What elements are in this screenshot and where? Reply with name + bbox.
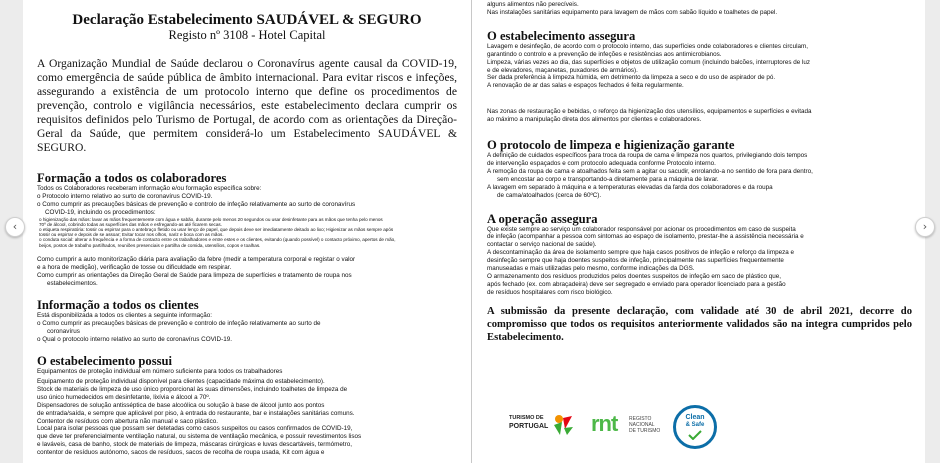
text-line: de infeção (acompanhar a pessoa com sintomas ao espaço de isolamento, prestar-lhe a assistência necessária e — [487, 233, 804, 241]
text-line: o higienização das mãos: lavar as mãos frequentemente com água e sabão, durante pelo menos 20 segundos ou usar desinfetante para as mãos que tenha pelo menos — [39, 216, 383, 222]
text-line: A remoção da roupa de cama e atoalhados feita sem a agitar ou sacudir, enrolando-a no sentido de fora para dentro, — [487, 167, 813, 175]
text-line: Equipamentos de proteção individual em número suficiente para todos os trabalhadores — [37, 368, 283, 376]
text-line: o Como cumprir as precauções básicas de prevenção e controlo de infeção relativamente ao surto de — [37, 320, 321, 328]
text-line: o etiqueta respiratória: tossir ou espirrar para o antebraço fletido ou usar lenço de papel, que depois deve ser imediatamente deitado ao lixo; Higienizar as mãos sempre após — [39, 227, 394, 233]
chevron-right-icon: › — [922, 220, 928, 233]
operacao-section — [487, 212, 912, 297]
logo-text: DE TURISMO — [629, 428, 661, 434]
text-line: A renovação de ar das salas e espaços fechados é feita regularmente. — [487, 82, 684, 90]
text-line: e de elevadores, maçanetas, puxadores de armários). — [487, 66, 638, 74]
logo-text: Clean — [685, 414, 705, 421]
text-line: Local para isolar pessoas que possam ser detetadas como casos suspeitos ou casos confirmados de COVID-19, — [37, 425, 353, 433]
text-line: Ser dada preferência à limpeza húmida, em detrimento da limpeza a seco e do uso de aspirador de pó. — [487, 74, 776, 82]
seal-check-icon — [688, 430, 702, 440]
text-line: 70º de álcool, cobrindo todas as superfícies das mãos e esfregando-as até ficarem secas. — [39, 221, 222, 227]
logo-text: PORTUGAL — [509, 423, 549, 430]
text-line: Nas instalações sanitárias equipamento para lavagem de mãos com sabão líquido e toalhetes de papel. — [487, 8, 778, 16]
procedures-small-text — [37, 217, 457, 248]
possui-section — [37, 354, 457, 457]
turismo-portugal-logo — [509, 413, 579, 447]
logo-text: & Safe — [685, 422, 705, 428]
text-line: o Como cumprir as precauções básicas de prevenção e controlo de infeção relativamente ao surto de coronavírus — [37, 200, 356, 208]
text-line: Contentor de resíduos com abertura não manual e saco plástico. — [37, 417, 218, 425]
text-line: de resíduos hospitalares com risco biológico. — [487, 288, 613, 296]
clientes-section — [37, 298, 457, 344]
text-line: coronavírus — [47, 328, 80, 336]
assegura-text — [487, 43, 912, 90]
assegura-heading: O estabelecimento assegura — [487, 28, 636, 43]
text-line: estabelecimentos. — [47, 279, 98, 287]
document-frame — [23, 0, 928, 463]
turismo-portugal-mark — [551, 413, 575, 437]
clientes-heading: Informação a todos os clientes — [37, 298, 199, 313]
text-line: manuseadas e mais utilizadas pelo mesmo, conforme indicações da DGS. — [487, 265, 695, 273]
text-line: que deve ter preferencialmente ventilação natural, ou sistema de ventilação mecânica, e possuir revestimentos lisos — [37, 433, 362, 441]
text-line: sem encostar ao corpo e transportando-a diretamente para a máquina de lavar. — [497, 175, 719, 183]
text-line: de cama/atoalhados (cerca de 60ºC). — [497, 191, 602, 199]
formacao-text — [37, 185, 457, 217]
text-line: o conduta social: alterar a frequência e a forma de contacto entre os trabalhadores e entre estes e os clientes, evitando (quando possível) o contacto próximo, apertos de mão, — [39, 237, 396, 243]
logo-text: NACIONAL — [629, 422, 655, 428]
operacao-text — [487, 226, 912, 297]
next-page-button[interactable] — [915, 217, 935, 237]
text-line: ao máximo a manipulação direta dos alimentos por clientes e colaboradores. — [487, 116, 702, 124]
rnt-logo — [591, 413, 671, 447]
text-line: Que existe sempre ao serviço um colaborador responsável por acionar os procedimentos em caso de suspeita — [487, 225, 796, 233]
logos-row — [509, 405, 925, 451]
text-line: COVID-19, incluindo os procedimentos: — [45, 208, 156, 216]
text-line: A descontaminação da área de isolamento sempre que haja casos positivos de infeção e reforço da limpeza e — [487, 249, 794, 257]
text-line: O armazenamento dos resíduos produzidos pelos doentes suspeitos de infeção em saco de plástico que, — [487, 272, 782, 280]
text-line: tossir ou espirrar e depois de se assoar; Evitar tocar nos olhos, nariz e boca com as mãos. — [39, 232, 224, 238]
text-line: e a hora de medição), verificação de tosse ou dificuldade em respirar. — [37, 263, 232, 271]
protocolo-heading: O protocolo de limpeza e higienização garante — [487, 138, 735, 153]
text-line: Todos os Colaboradores receberam informação e/ou formação específica sobre: — [37, 185, 262, 192]
text-line: Equipamento de proteção individual disponível para clientes (capacidade máxima do estabelecimento). — [37, 378, 325, 385]
text-line: garantindo o controlo e a prevenção de infeções e resistências aos antimicrobianos. — [487, 50, 722, 58]
final-declaration: A submissão da presente declaração, com validade até 30 de abril 2021, decorre do compromisso que todos os requisitos anteriormente validados são na integra cumpridos pelo Estabelecimento. — [487, 305, 912, 343]
text-line: de intervenção espaçados e com protocolo adequada conforme Protocolo interno. — [487, 159, 716, 167]
text-line: o Qual o protocolo interno relativo ao surto de coronavírus COVID-19. — [37, 336, 232, 344]
formacao-section — [37, 171, 457, 287]
text-line: Nas zonas de restauração e bebidas, o reforço da higienização dos utensílios, equipamentos e superfícies e evitada — [487, 108, 812, 116]
logo-text: REGISTO — [629, 416, 652, 422]
assegura-section — [487, 29, 912, 124]
text-line: após fechado (ex. com abraçadeira) deve ser segregado e enviado para operador licenciado para a gestão — [487, 280, 786, 288]
intro-paragraph: A Organização Mundial de Saúde declarou o Coronavírus agente causal da COVID-19, como emergência de saúde pública de âmbito internacional. Para evitar riscos e infeções, assegurando a existência de um protocolo interno que define os procedimentos de prevenção, controlo e vigilância necessários, este estabelecimento declara cumprir os requisitos definidos pelo Turismo de Portugal, de acordo com as orientações da Direção-Geral da Saúde, que permitem considerá-lo um Estabelecimento SAUDÁVEL & SEGURO. — [37, 57, 457, 154]
text-line: beijos, postos de trabalho partilhados, reuniões presenciais e partilha de comida, utensílios, copos e toalhas. — [39, 242, 261, 248]
formacao-heading: Formação a todos os colaboradores — [37, 171, 227, 185]
formacao-text-2 — [37, 256, 457, 288]
registration-number: Registo nº 3108 - Hotel Capital — [168, 28, 326, 42]
text-line: o Protocolo interno relativo ao surto de coronavírus COVID-19. — [37, 192, 213, 200]
possui-heading: O estabelecimento possui — [37, 354, 173, 369]
protocolo-section — [487, 138, 912, 199]
text-line: Está disponibilizada a todos os clientes a seguinte informação: — [37, 312, 213, 320]
possui-text — [37, 368, 457, 457]
right-column — [487, 0, 912, 344]
continuation-text — [487, 1, 912, 17]
text-line: uso único humedecidos em desinfetante, lixívia e álcool a 70º. — [37, 393, 211, 401]
rnt-caption — [629, 416, 660, 434]
text-line: de entrada/saída, e sempre que aplicável por piso, à entrada do restaurante, bar e instalações sanitárias comuns. — [37, 409, 355, 417]
text-line: A definição de cuidados específicos para troca da roupa de cama e limpeza nos quartos, privilegiando dois tempos — [487, 152, 808, 160]
text-line: alguns alimentos não perecíveis. — [487, 1, 579, 8]
restauracao-note — [487, 108, 912, 124]
previous-page-button[interactable] — [5, 217, 25, 237]
rnt-mark: rnt — [591, 411, 618, 436]
left-column — [37, 0, 457, 457]
clean-safe-seal — [673, 405, 717, 449]
logo-text: TURISMO DE — [509, 415, 544, 421]
operacao-heading: A operação assegura — [487, 211, 598, 226]
page-divider — [471, 0, 472, 463]
clientes-text — [37, 312, 457, 344]
text-line: A lavagem em separado à máquina e a temperaturas elevadas da farda dos colaboradores e da roupa — [487, 183, 773, 191]
text-line: Lavagem e desinfeção, de acordo com o protocolo interno, das superfícies onde colaboradores e clientes circulam, — [487, 42, 808, 50]
chevron-left-icon: ‹ — [12, 220, 18, 233]
text-line: contactar o serviço nacional de saúde). — [487, 241, 597, 249]
text-line: e laváveis, casa de banho, stock de materiais de limpeza, máscaras cirúrgicas e luvas descartáveis, termómetro, — [37, 441, 352, 449]
protocolo-text — [487, 152, 912, 199]
text-line: Como cumprir as orientações da Direção Geral de Saúde para limpeza de superfícies e tratamento de roupa nos — [37, 271, 352, 279]
text-line: Como cumprir a auto monitorização diária para avaliação da febre (medir a temperatura corporal e registar o valor — [37, 255, 356, 263]
text-line: Limpeza, várias vezes ao dia, das superfícies e objetos de utilização comum (incluindo balcões, interruptores de luz — [487, 58, 811, 66]
text-line: Dispensadores de solução antisséptica de base alcoólica ou solução à base de álcool junto aos pontos — [37, 401, 325, 409]
text-line: desinfeção sempre que haja doentes suspeitos de infeção, principalmente nas superfícies frequentemente — [487, 257, 784, 265]
text-line: contentor de resíduos autónomo, sacos de resíduos, sacos de recolha de roupa usada, Kit com água e — [37, 449, 325, 457]
text-line: Stock de materiais de limpeza de uso único proporcional às suas dimensões, incluindo toalhetes de limpeza de — [37, 385, 348, 393]
document-title: Declaração Estabelecimento SAUDÁVEL & SEGURO — [72, 12, 422, 28]
